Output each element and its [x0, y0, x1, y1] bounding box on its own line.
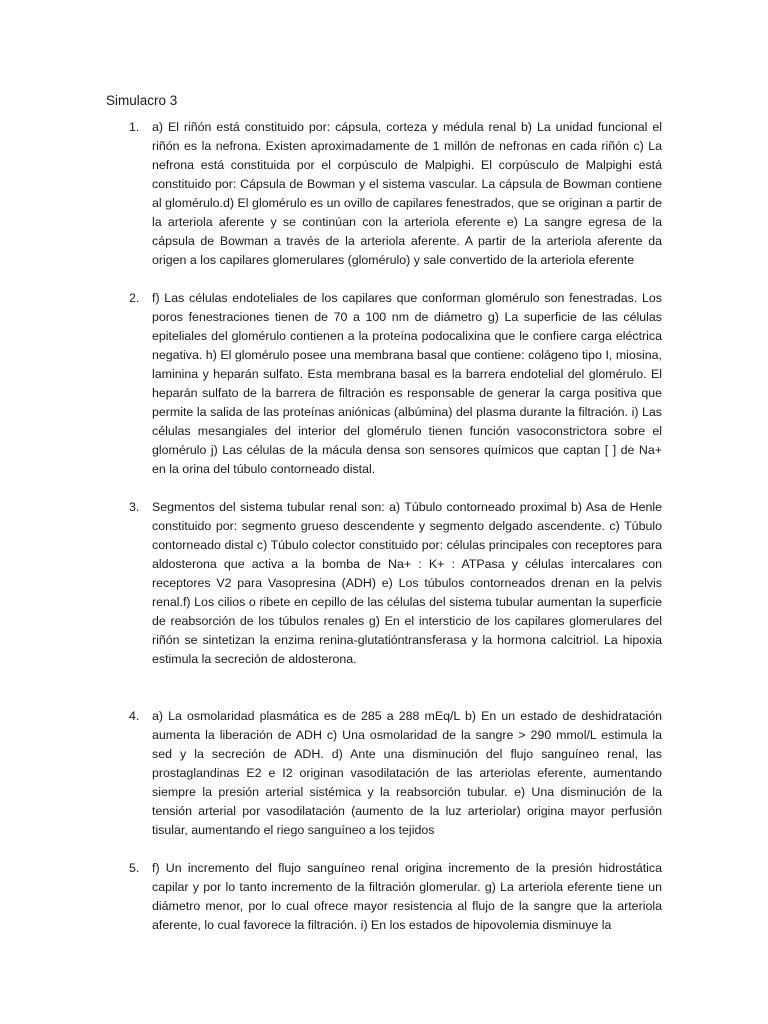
list-item — [106, 707, 662, 840]
list-item — [106, 498, 662, 669]
item-number: 2. — [129, 291, 140, 305]
document-title: Simulacro 3 — [106, 93, 178, 108]
list-item — [106, 859, 662, 935]
list-item — [106, 289, 662, 479]
item-text: a) El riñón está constituido por: cápsula, corteza y médula renal b) La unidad funcional el riñón es la nefrona. Existen aproximadamente de 1 millón de nefronas en cada riñón c) La nefrona está constituida por el corpúsculo de Malpighi. El corpúsculo de Malpighi está constituido por: Cápsula de Bowman y el sistema vascular. La cápsula de Bowman contiene al glomérulo.d) El glomérulo es un ovillo de capilares fenestrados, que se originan a partir de la arteriola aferente y se continúan con la arteriola eferente e) La sangre egresa de la cápsula de Bowman a través de la arteriola aferente. A partir de la arteriola aferente da origen a los capilares glomerulares (glomérulo) y sale convertido de la arteriola eferente — [152, 120, 662, 267]
item-text: f) Las células endoteliales de los capilares que conforman glomérulo son fenestradas. Los poros fenestraciones tienen de 70 a 100 nm de diámetro g) La superficie de las células epiteliales del glomérulo contienen a la proteína podocalixina que le confiere carga eléctrica negativa. h) El glomérulo posee una membrana basal que contiene: colágeno tipo I, miosina, laminina y heparán sulfato. Esta membrana basal es la barrera endotelial del glomérulo. El heparán sulfato de la barrera de filtración es responsable de generar la carga positiva que permite la salida de las proteínas aniónicas (albúmina) del plasma durante la filtración. i) Las células mesangiales del interior del glomérulo tienen función vasoconstrictora sobre el glomérulo j) Las células de la mácula densa son sensores químicos que captan [ ] de Na+ en la orina del túbulo contorneado distal. — [152, 291, 662, 476]
item-text: a) La osmolaridad plasmática es de 285 a 288 mEq/L b) En un estado de deshidratación aumenta la liberación de ADH c) Una osmolaridad de la sangre > 290 mmol/L estimula la sed y la secreción de ADH. d) Ante una disminución del flujo sanguíneo renal, las prostaglandinas E2 e I2 originan vasodilatación de las arteriolas eferente, aumentando siempre la presión arterial sistémica y la reabsorción tubular. e) Una disminución de la tensión arterial por vasodilatación (aumento de la luz arteriolar) origina mayor perfusión tisular, aumentando el riego sanguíneo a los tejidos — [152, 709, 662, 837]
item-number: 1. — [129, 120, 140, 134]
question-list — [106, 118, 662, 935]
list-item — [106, 118, 662, 270]
item-number: 3. — [129, 500, 140, 514]
item-text: Segmentos del sistema tubular renal son: a) Túbulo contorneado proximal b) Asa de Henle constituido por: segmento grueso descendente y segmento delgado ascendente. c) Túbulo contorneado distal c) Túbulo colector constituido por: células principales con receptores para aldosterona que activa a la bomba de Na+ : K+ : ATPasa y células intercalares con receptores V2 para Vasopresina (ADH) e) Los túbulos contorneados drenan en la pelvis renal.f) Los cilios o ribete en cepillo de las células del sistema tubular aumentan la superficie de reabsorción de los túbulos renales g) En el intersticio de los capilares glomerulares del riñón se sintetizan la enzima renina-glutatióntransferasa y la hormona calcitriol. La hipoxia estimula la secreción de aldosterona. — [152, 500, 662, 666]
item-text: f) Un incremento del flujo sanguíneo renal origina incremento de la presión hidrostática capilar y por lo tanto incremento de la filtración glomerular. g) La arteriola eferente tiene un diámetro menor, por lo cual ofrece mayor resistencia al flujo de la sangre que la arteriola aferente, lo cual favorece la filtración. i) En los estados de hipovolemia disminuye la — [152, 861, 662, 932]
item-number: 5. — [129, 861, 140, 875]
item-number: 4. — [129, 709, 140, 723]
